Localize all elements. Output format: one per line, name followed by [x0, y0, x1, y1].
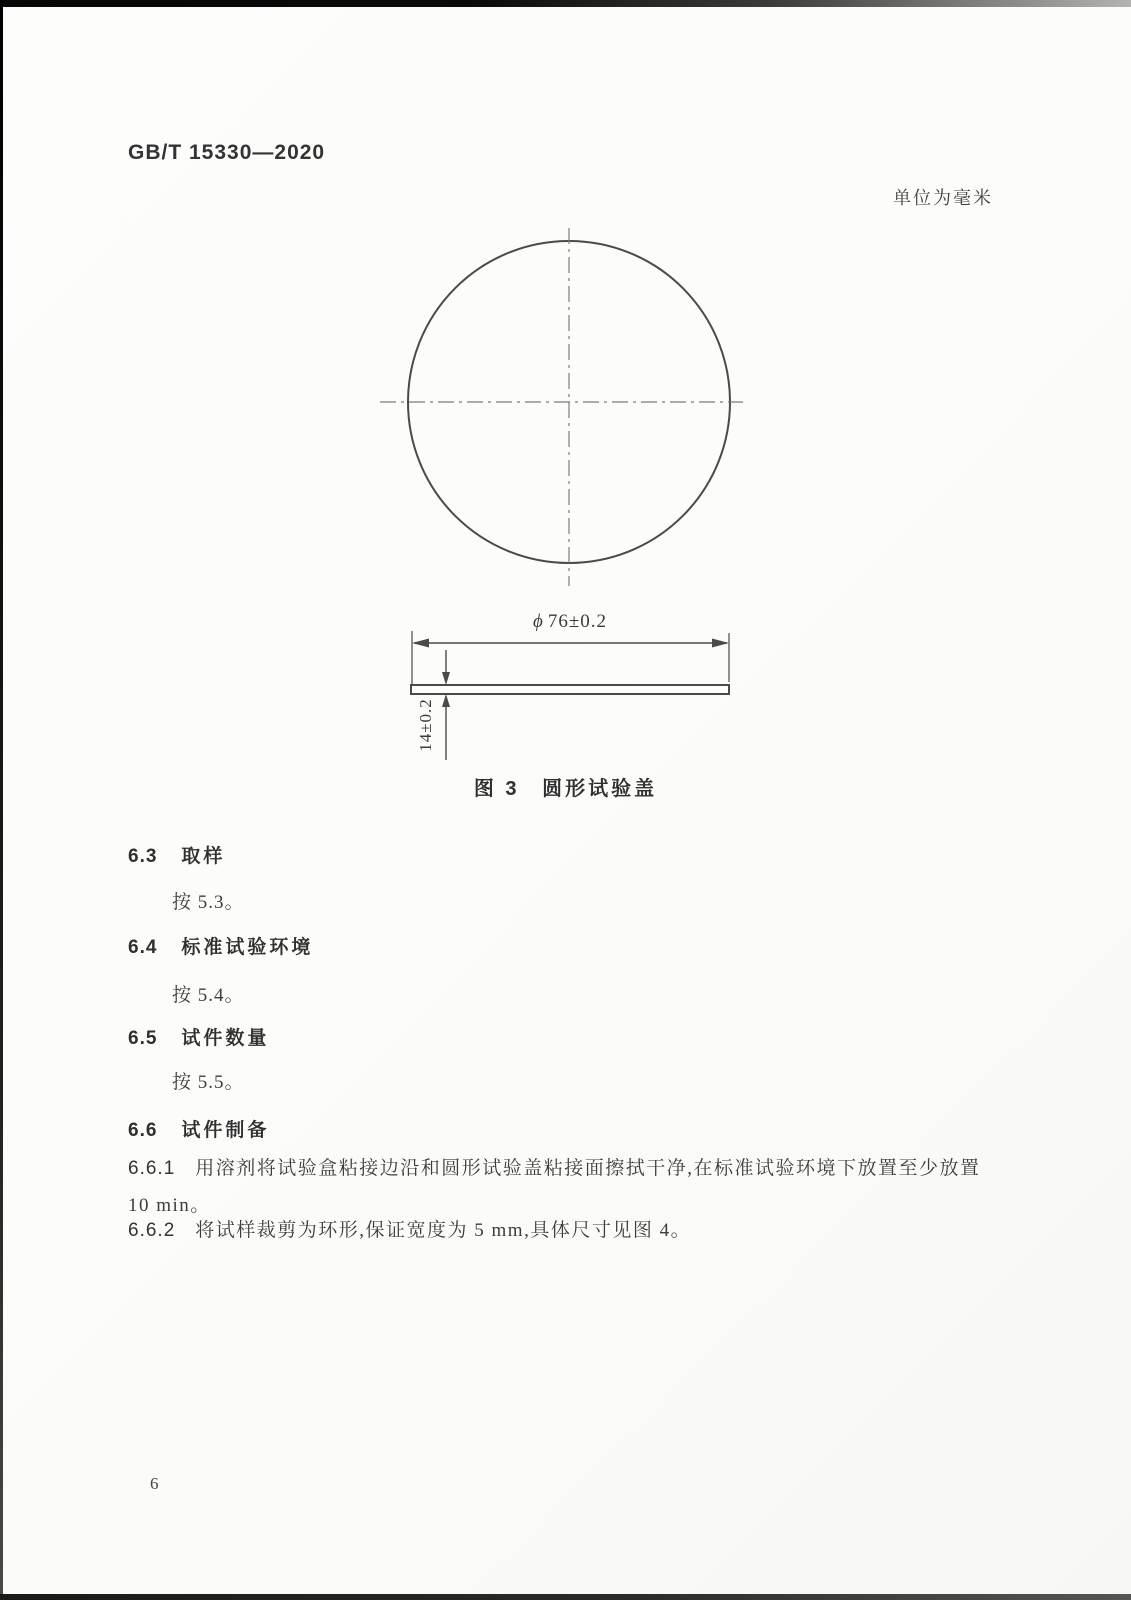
- clause-text: 用溶剂将试验盒粘接边沿和圆形试验盖粘接面擦拭干净,在标准试验环境下放置至少放置: [195, 1158, 981, 1179]
- figure-caption-label: 图 3: [473, 778, 520, 800]
- section-title: 取样: [181, 846, 226, 867]
- figure-caption: [0, 772, 1131, 801]
- clause-6-6-2: [128, 1215, 1023, 1242]
- section-heading-6-5: [128, 1023, 269, 1050]
- clause-text: 将试样裁剪为环形,保证宽度为 5 mm,具体尺寸见图 4。: [195, 1220, 692, 1241]
- document-code: GB/T 15330—2020: [128, 141, 326, 164]
- section-number: 6.3: [128, 846, 158, 867]
- diameter-value: 76±0.2: [547, 611, 608, 632]
- clause-number: 6.6.2: [128, 1220, 176, 1241]
- section-title: 试件数量: [181, 1028, 270, 1049]
- clause-number: 6.6.1: [128, 1158, 176, 1179]
- section-body-6-5: 按 5.5。: [172, 1072, 245, 1093]
- section-title: 标准试验环境: [181, 937, 314, 958]
- section-number: 6.5: [128, 1028, 158, 1049]
- section-heading-6-4: [128, 932, 313, 959]
- scan-artifact-bottom-edge: [0, 1594, 1131, 1600]
- diameter-dimension-label: [460, 611, 680, 633]
- scan-artifact-left-edge: [0, 0, 3, 1600]
- thickness-arrow-up: [442, 694, 450, 707]
- section-number: 6.6: [128, 1120, 158, 1141]
- section-heading-6-6: [128, 1115, 269, 1142]
- section-number: 6.4: [128, 937, 158, 958]
- disc-side-view: [411, 685, 729, 694]
- figure-caption-title: 圆形试验盖: [542, 778, 658, 800]
- arrowhead-left: [412, 639, 429, 648]
- section-title: 试件制备: [181, 1120, 270, 1141]
- section-heading-6-3: [128, 841, 225, 868]
- clause-6-6-1-line2: 10 min。: [128, 1195, 211, 1216]
- unit-note: 单位为毫米: [893, 188, 993, 208]
- clause-6-6-1-line1: [128, 1153, 1023, 1180]
- section-body-6-3: 按 5.3。: [172, 892, 245, 913]
- scan-artifact-top-edge: [0, 0, 1131, 7]
- thickness-arrow-down: [442, 672, 450, 685]
- page-number: 6: [150, 1474, 159, 1493]
- arrowhead-right: [712, 639, 729, 648]
- phi-symbol: ϕ: [532, 611, 544, 632]
- section-body-6-4: 按 5.4。: [172, 985, 245, 1006]
- thickness-dimension-label: 14±0.2: [416, 698, 435, 752]
